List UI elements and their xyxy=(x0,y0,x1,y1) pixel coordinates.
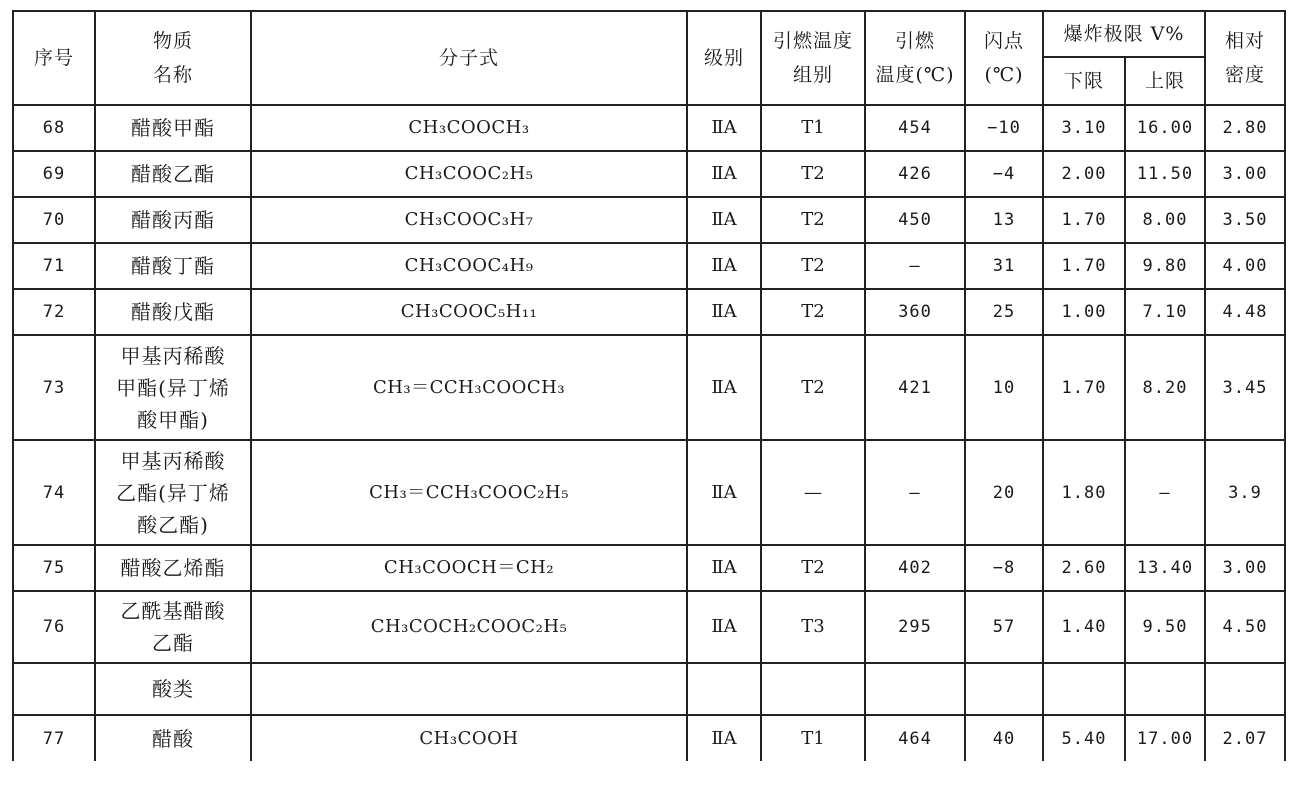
header-ignition-temp: 引燃 温度(℃) xyxy=(865,11,965,105)
cell-density: 4.48 xyxy=(1205,289,1285,335)
cell-no: 75 xyxy=(13,545,95,591)
table-row xyxy=(13,243,1285,289)
cell-group: T2 xyxy=(761,151,865,197)
cell-name: 醋酸 xyxy=(95,715,251,761)
cell-level: ⅡA xyxy=(687,591,761,663)
table-row xyxy=(13,440,1285,545)
cell-group: T1 xyxy=(761,105,865,151)
cell-upper: 17.00 xyxy=(1125,715,1205,761)
cell-formula: CH₃COOC₅H₁₁ xyxy=(251,289,687,335)
table-row xyxy=(13,105,1285,151)
cell-lower: 1.70 xyxy=(1043,243,1125,289)
cell-density: 3.00 xyxy=(1205,545,1285,591)
table-row xyxy=(13,715,1285,761)
cell-formula: CH₃COOC₄H₉ xyxy=(251,243,687,289)
cell-flash: 57 xyxy=(965,591,1043,663)
cell-upper: — xyxy=(1125,440,1205,545)
cell-temp: 454 xyxy=(865,105,965,151)
cell-temp: 402 xyxy=(865,545,965,591)
cell-group: T2 xyxy=(761,335,865,440)
header-density: 相对 密度 xyxy=(1205,11,1285,105)
header-flash-point: 闪点 (℃) xyxy=(965,11,1043,105)
header-formula: 分子式 xyxy=(251,11,687,105)
cell-empty xyxy=(1043,663,1125,715)
cell-upper: 16.00 xyxy=(1125,105,1205,151)
cell-group: T1 xyxy=(761,715,865,761)
cell-formula: CH₃COOCH₃ xyxy=(251,105,687,151)
cell-formula: CH₃＝CCH₃COOCH₃ xyxy=(251,335,687,440)
cell-formula: CH₃COOC₃H₇ xyxy=(251,197,687,243)
cell-name: 醋酸丁酯 xyxy=(95,243,251,289)
cell-empty xyxy=(1205,663,1285,715)
header-explosion-limit: 爆炸极限 V% xyxy=(1043,11,1205,57)
cell-density: 3.00 xyxy=(1205,151,1285,197)
cell-no: 77 xyxy=(13,715,95,761)
cell-density: 3.9 xyxy=(1205,440,1285,545)
cell-no-empty xyxy=(13,663,95,715)
cell-temp: 295 xyxy=(865,591,965,663)
table-row xyxy=(13,545,1285,591)
cell-flash: 20 xyxy=(965,440,1043,545)
cell-group: T2 xyxy=(761,197,865,243)
header-name: 物质 名称 xyxy=(95,11,251,105)
cell-formula: CH₃COOC₂H₅ xyxy=(251,151,687,197)
cell-lower: 1.80 xyxy=(1043,440,1125,545)
cell-level: ⅡA xyxy=(687,440,761,545)
cell-upper: 9.50 xyxy=(1125,591,1205,663)
cell-group: — xyxy=(761,440,865,545)
cell-density: 2.80 xyxy=(1205,105,1285,151)
cell-level: ⅡA xyxy=(687,335,761,440)
cell-formula: CH₃＝CCH₃COOC₂H₅ xyxy=(251,440,687,545)
cell-level: ⅡA xyxy=(687,105,761,151)
cell-empty xyxy=(965,663,1043,715)
cell-flash: −10 xyxy=(965,105,1043,151)
category-row xyxy=(13,663,1285,715)
cell-flash: 31 xyxy=(965,243,1043,289)
cell-upper: 9.80 xyxy=(1125,243,1205,289)
cell-temp: 450 xyxy=(865,197,965,243)
cell-name: 醋酸乙酯 xyxy=(95,151,251,197)
cell-temp: 360 xyxy=(865,289,965,335)
cell-name: 醋酸丙酯 xyxy=(95,197,251,243)
cell-name: 醋酸乙烯酯 xyxy=(95,545,251,591)
cell-no: 76 xyxy=(13,591,95,663)
cell-temp: 421 xyxy=(865,335,965,440)
cell-density: 4.50 xyxy=(1205,591,1285,663)
cell-no: 68 xyxy=(13,105,95,151)
category-label: 酸类 xyxy=(95,663,251,715)
cell-density: 4.00 xyxy=(1205,243,1285,289)
cell-flash: 13 xyxy=(965,197,1043,243)
cell-density: 2.07 xyxy=(1205,715,1285,761)
cell-no: 69 xyxy=(13,151,95,197)
cell-level: ⅡA xyxy=(687,151,761,197)
cell-temp: 464 xyxy=(865,715,965,761)
cell-lower: 5.40 xyxy=(1043,715,1125,761)
cell-formula: CH₃COCH₂COOC₂H₅ xyxy=(251,591,687,663)
header-row-top xyxy=(13,11,1285,57)
cell-empty xyxy=(251,663,687,715)
cell-temp: — xyxy=(865,440,965,545)
cell-empty xyxy=(687,663,761,715)
cell-upper: 8.20 xyxy=(1125,335,1205,440)
header-lower: 下限 xyxy=(1043,57,1125,105)
cell-formula: CH₃COOH xyxy=(251,715,687,761)
cell-name: 甲基丙稀酸 乙酯(异丁烯 酸乙酯) xyxy=(95,440,251,545)
cell-upper: 11.50 xyxy=(1125,151,1205,197)
cell-name: 甲基丙稀酸 甲酯(异丁烯 酸甲酯) xyxy=(95,335,251,440)
cell-upper: 7.10 xyxy=(1125,289,1205,335)
cell-flash: 10 xyxy=(965,335,1043,440)
table-row xyxy=(13,197,1285,243)
header-no: 序号 xyxy=(13,11,95,105)
table-row xyxy=(13,289,1285,335)
cell-flash: −4 xyxy=(965,151,1043,197)
cell-level: ⅡA xyxy=(687,243,761,289)
cell-group: T2 xyxy=(761,289,865,335)
cell-level: ⅡA xyxy=(687,197,761,243)
table-row xyxy=(13,591,1285,663)
header-upper: 上限 xyxy=(1125,57,1205,105)
cell-empty xyxy=(1125,663,1205,715)
cell-upper: 8.00 xyxy=(1125,197,1205,243)
table-row xyxy=(13,335,1285,440)
cell-name: 醋酸戊酯 xyxy=(95,289,251,335)
header-ignition-group: 引燃温度 组别 xyxy=(761,11,865,105)
cell-lower: 1.40 xyxy=(1043,591,1125,663)
cell-no: 71 xyxy=(13,243,95,289)
cell-lower: 2.60 xyxy=(1043,545,1125,591)
cell-density: 3.45 xyxy=(1205,335,1285,440)
cell-group: T3 xyxy=(761,591,865,663)
cell-density: 3.50 xyxy=(1205,197,1285,243)
cell-lower: 3.10 xyxy=(1043,105,1125,151)
cell-group: T2 xyxy=(761,243,865,289)
cell-lower: 1.00 xyxy=(1043,289,1125,335)
cell-formula: CH₃COOCH＝CH₂ xyxy=(251,545,687,591)
cell-empty xyxy=(865,663,965,715)
cell-level: ⅡA xyxy=(687,715,761,761)
substance-properties-table xyxy=(12,10,1286,761)
cell-level: ⅡA xyxy=(687,289,761,335)
cell-flash: 25 xyxy=(965,289,1043,335)
cell-no: 73 xyxy=(13,335,95,440)
cell-lower: 2.00 xyxy=(1043,151,1125,197)
cell-group: T2 xyxy=(761,545,865,591)
cell-no: 70 xyxy=(13,197,95,243)
cell-empty xyxy=(761,663,865,715)
cell-lower: 1.70 xyxy=(1043,197,1125,243)
table-row xyxy=(13,151,1285,197)
cell-flash: 40 xyxy=(965,715,1043,761)
cell-upper: 13.40 xyxy=(1125,545,1205,591)
cell-level: ⅡA xyxy=(687,545,761,591)
cell-name: 醋酸甲酯 xyxy=(95,105,251,151)
cell-name: 乙酰基醋酸 乙酯 xyxy=(95,591,251,663)
header-level: 级别 xyxy=(687,11,761,105)
cell-temp: 426 xyxy=(865,151,965,197)
cell-no: 72 xyxy=(13,289,95,335)
cell-no: 74 xyxy=(13,440,95,545)
cell-temp: — xyxy=(865,243,965,289)
cell-flash: −8 xyxy=(965,545,1043,591)
cell-lower: 1.70 xyxy=(1043,335,1125,440)
